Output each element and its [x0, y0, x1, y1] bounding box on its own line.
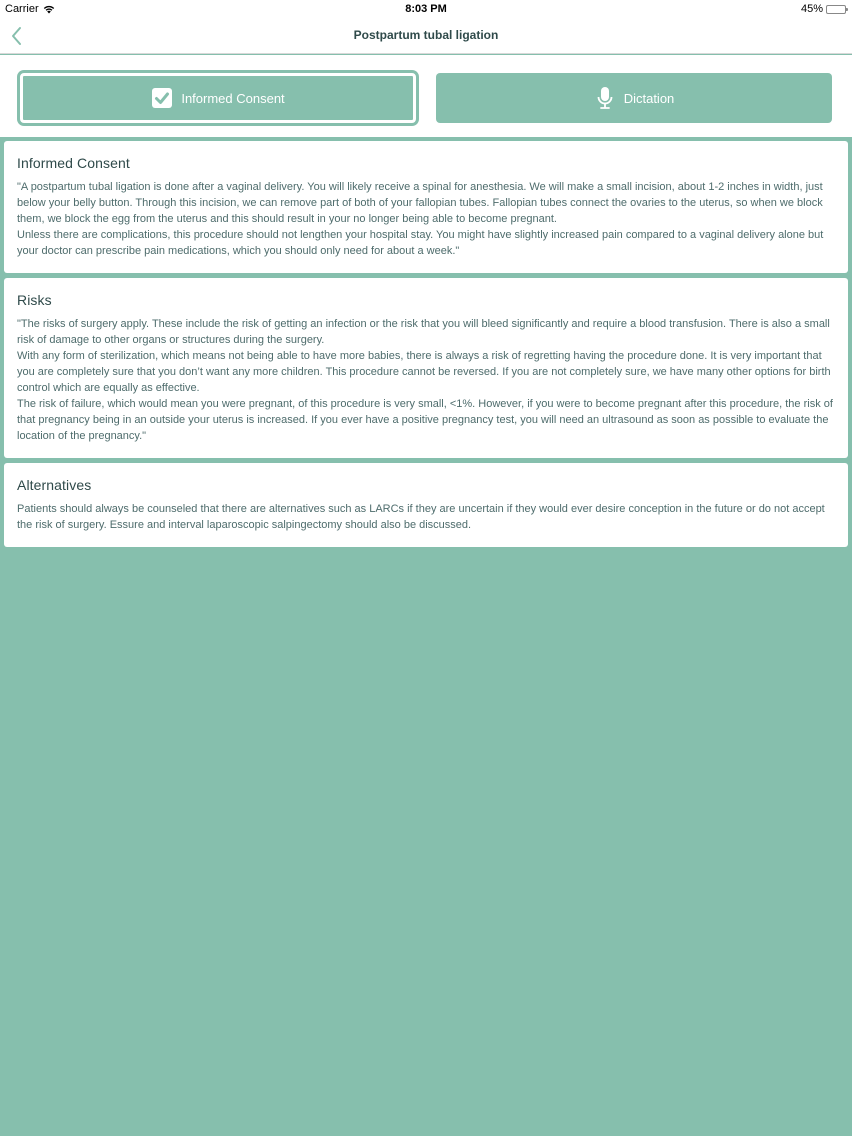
page-title: Postpartum tubal ligation	[353, 28, 499, 42]
section-title: Risks	[17, 292, 52, 308]
clock: 8:03 PM	[405, 3, 447, 15]
battery-percent: 45%	[800, 3, 823, 15]
section-paragraph: The risk of failure, which would mean you were pregnant, of this procedure is very small, <1%. However, if you were to become pregnant after this procedure, the risk of that pregnancy being in an outside your uterus is increased. If you ever have a positive pregnancy test, you will need an ultrasound as soon as possible to evaluate the location of the pregnancy."	[17, 398, 833, 442]
microphone-icon	[594, 87, 616, 109]
section-paragraph: "A postpartum tubal ligation is done after a vaginal delivery. You will likely receive a spinal for anesthesia. We will make a small incision, about 1-2 inches in width, just below your belly button. Through this incision, we can remove part of both of your fallopian tubes. Fallopian tubes connect the ovaries to the uterus, so when we block them, we block the egg from the uterus and this should result in your no longer being able to become pregnant.	[17, 181, 823, 225]
battery-icon	[826, 5, 846, 14]
section-paragraph: Patients should always be counseled that there are alternatives such as LARCs if they are uncertain if they would ever desire conception in the future or do not accept the risk of surgery. Essure and interval laparoscopic salpingectomy should also be discussed.	[17, 503, 825, 531]
checkbox-checked-icon	[151, 87, 173, 109]
tab-informed-consent[interactable]	[20, 73, 416, 123]
alternatives-card	[4, 463, 848, 547]
status-bar	[0, 0, 852, 18]
section-paragraph: Unless there are complications, this procedure should not lengthen your hospital stay. You might have slightly increased pain compared to a vaginal delivery alone but your doctor can prescribe pain medications, which you should only need for about a week."	[17, 229, 824, 257]
carrier-label: Carrier	[5, 3, 39, 15]
section-title: Informed Consent	[17, 155, 130, 171]
battery-indicator	[801, 3, 846, 15]
navigation-bar	[0, 18, 852, 54]
risks-card	[4, 278, 848, 458]
section-paragraph: With any form of sterilization, which means not being able to have more babies, there is always a risk of regretting having the procedure done. It is very important that you are completely sure that you don’t want any more children. This procedure cannot be reversed. If you are not completely sure, we have many other options for birth control which are equally as effective.	[17, 350, 831, 394]
tab-informed-consent-label: Informed Consent	[181, 90, 285, 106]
tab-dictation[interactable]	[436, 73, 832, 123]
section-paragraph: "The risks of surgery apply. These include the risk of getting an infection or the risk that you will bleed significantly and require a blood transfusion. There is also a small risk of damage to other organs or structures during the surgery.	[17, 318, 830, 346]
tab-dictation-label: Dictation	[623, 90, 675, 106]
section-title: Alternatives	[17, 477, 92, 493]
informed-consent-card	[4, 141, 848, 273]
segment-control	[0, 55, 852, 137]
